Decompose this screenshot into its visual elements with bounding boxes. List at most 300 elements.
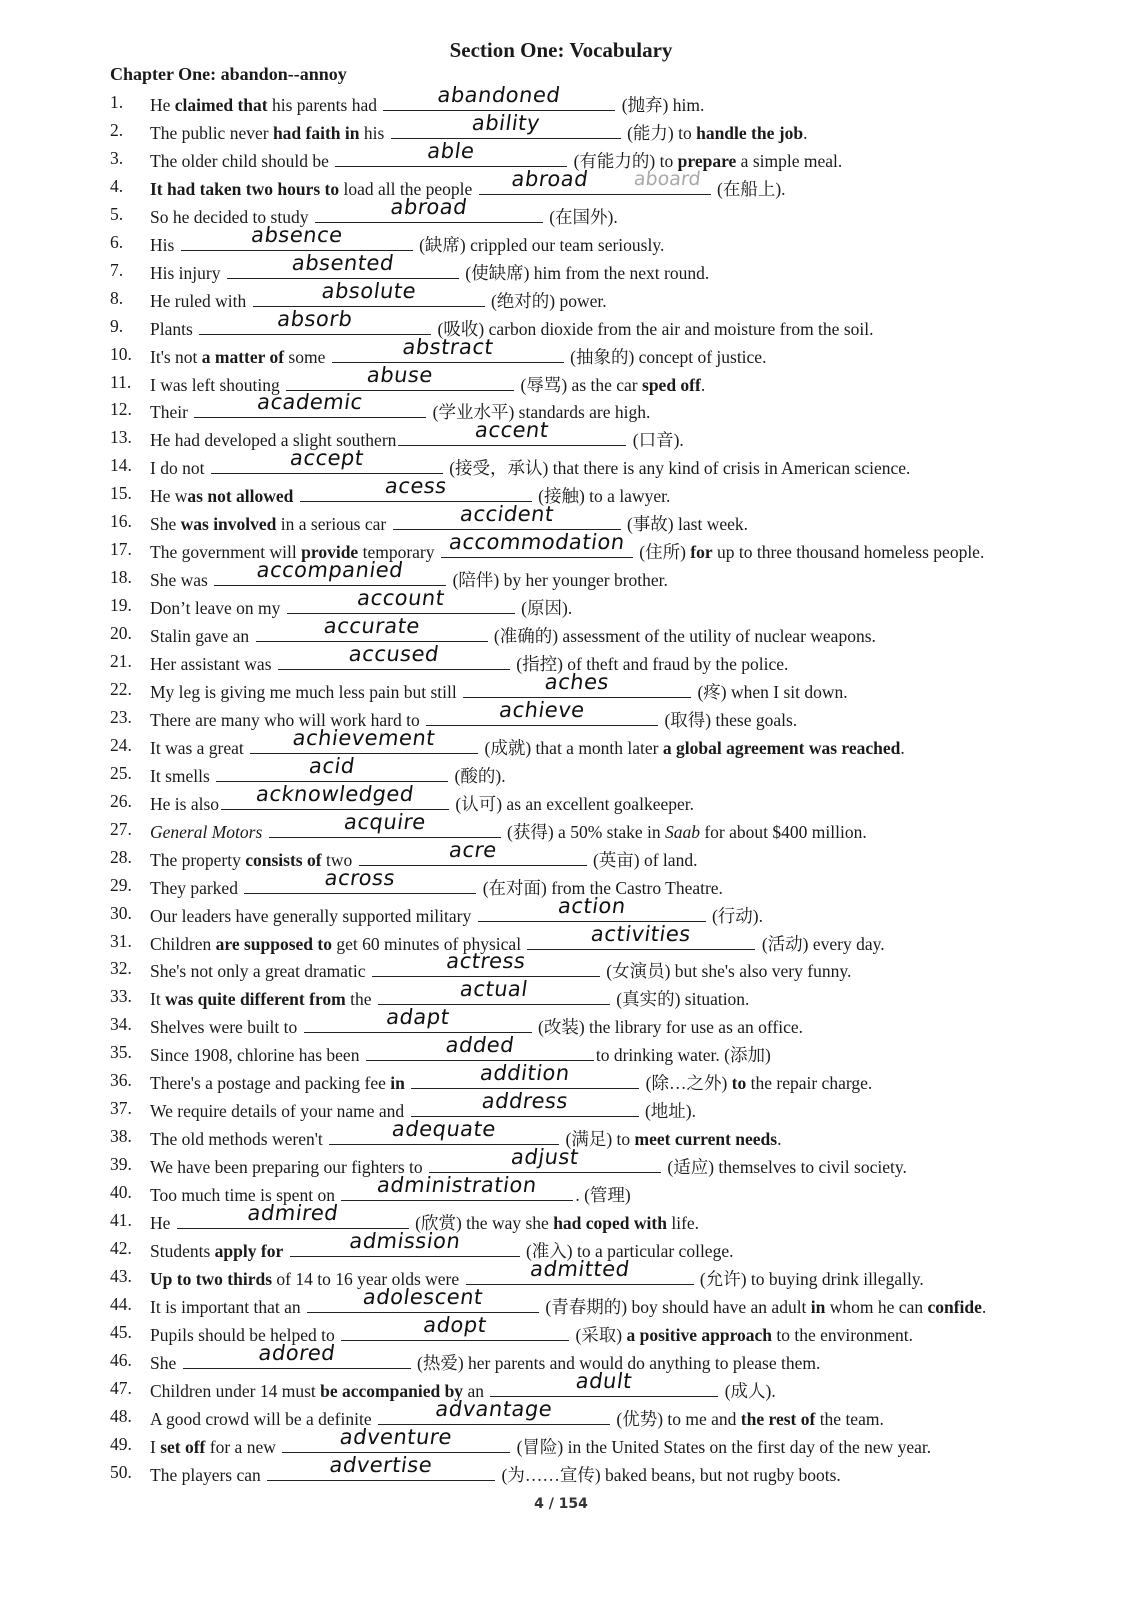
sentence-text: Their [150, 402, 193, 423]
handwritten-answer: addition [478, 1061, 572, 1086]
sentence-text: Don’t leave on my [150, 598, 285, 619]
answer-blank[interactable] [221, 781, 449, 810]
answer-blank[interactable] [398, 418, 626, 446]
answer-blank[interactable] [300, 474, 532, 502]
sentence-text: He had developed a slight southern [150, 430, 397, 451]
item-number: 38. [110, 1126, 132, 1147]
handwritten-answer: abuse [365, 362, 435, 387]
sentence-text: (有能力的) to [569, 150, 678, 171]
bold-phrase: to [731, 1073, 747, 1094]
bold-phrase: sped off [642, 374, 701, 395]
sentence-text: They parked [150, 877, 243, 898]
sentence-text: to drinking water. (添加) [595, 1045, 771, 1066]
sentence-text: Pupils should be helped to [150, 1324, 340, 1345]
sentence-text: . [777, 1129, 782, 1150]
sentence-text: (绝对的) power. [486, 290, 607, 311]
sentence-text: of 14 to 16 year olds were [272, 1268, 464, 1289]
handwritten-answer: adventure [338, 1424, 454, 1449]
sentence-text: He is also [150, 793, 220, 814]
sentence-text: (陪伴) by her younger brother. [448, 570, 668, 591]
answer-blank[interactable] [183, 1340, 411, 1369]
handwritten-answer: adolescent [361, 1284, 485, 1309]
item-number: 35. [110, 1042, 132, 1063]
bold-phrase: was quite different from [165, 989, 346, 1010]
sentence-text: his parents had [267, 95, 382, 115]
item-number: 14. [110, 455, 132, 476]
answer-blank[interactable] [366, 1033, 594, 1061]
item-number: 49. [110, 1433, 132, 1454]
item-number: 26. [110, 790, 132, 811]
item-number: 8. [110, 287, 124, 308]
sentence-text: The public never [150, 122, 273, 143]
handwritten-answer: admission [347, 1228, 462, 1253]
bold-phrase: the rest of [740, 1408, 816, 1429]
sentence-text: for about $400 million. [699, 821, 867, 842]
sentence-text: Children under 14 must [150, 1380, 321, 1401]
sentence-text: We have been preparing our fighters to [150, 1157, 428, 1178]
item-number: 29. [110, 874, 132, 895]
handwritten-answer: academic [255, 390, 365, 415]
answer-blank[interactable] [466, 1256, 694, 1285]
sentence-text: whom he can [825, 1296, 928, 1317]
sentence-text: (除…之外) [641, 1073, 732, 1094]
sentence-text: (改装) the library for use as an office. [533, 1017, 804, 1038]
sentence-text: temporary [358, 542, 439, 563]
handwritten-answer: absence [249, 222, 345, 247]
handwritten-answer: ability [470, 110, 542, 135]
answer-blank[interactable] [479, 166, 711, 195]
handwritten-answer: advertise [328, 1452, 435, 1477]
handwritten-answer: admitted [528, 1256, 631, 1281]
sentence-text: (行动). [707, 905, 763, 926]
sentence-text: (酸的). [450, 765, 506, 786]
sentence-text: Too much time is spent on [150, 1185, 340, 1206]
handwritten-answer: accent [474, 418, 551, 443]
sentence-text: load all the people [339, 178, 477, 199]
sentence-text: (抽象的) concept of justice. [565, 346, 767, 367]
sentence-text: for a new [205, 1436, 281, 1457]
sentence-text: the repair charge. [746, 1073, 873, 1094]
answer-blank[interactable] [290, 1228, 520, 1257]
answer-blank[interactable] [378, 1396, 610, 1425]
sentence-text: (真实的) situation. [611, 989, 750, 1010]
sentence-text: (吸收) carbon dioxide from the air and moisture from the soil. [433, 318, 874, 339]
answer-blank[interactable] [244, 865, 476, 894]
item-number: 34. [110, 1014, 132, 1035]
italic-phrase: General Motors [150, 821, 263, 842]
handwritten-answer: accompanied [255, 558, 406, 583]
item-number: 11. [110, 371, 132, 392]
sentence-text: up to three thousand homeless people. [712, 542, 985, 563]
bold-phrase: meet current needs [634, 1129, 778, 1150]
sentence-text: (接触) to a lawyer. [533, 486, 671, 507]
sentence-text: She's not only a great dramatic [150, 961, 370, 982]
handwritten-answer: accused [347, 642, 441, 666]
sentence-text: get 60 minutes of physical [332, 933, 526, 954]
item-number: 24. [110, 734, 132, 755]
answer-blank[interactable] [335, 138, 567, 167]
sentence-text: (能力) to [622, 122, 697, 143]
sentence-text: (事故) last week. [622, 514, 748, 535]
sentence-text: (指控) of theft and fraud by the police. [511, 654, 789, 674]
item-number: 22. [110, 678, 132, 699]
answer-blank[interactable] [282, 1424, 510, 1453]
sentence-text: (成人). [720, 1380, 776, 1401]
answer-blank[interactable] [278, 642, 510, 670]
bold-phrase: set off [160, 1436, 206, 1457]
sentence-text: His injury [150, 262, 225, 283]
item-number: 4. [110, 175, 124, 196]
sentence-text: (准入) to a particular college. [521, 1240, 734, 1261]
handwritten-answer: adjust [509, 1145, 581, 1170]
bold-phrase: had coped with [553, 1213, 667, 1233]
sentence-text: (取得) these goals. [660, 709, 798, 730]
answer-blank[interactable] [372, 949, 600, 977]
handwritten-answer: activities [589, 921, 693, 946]
item-number: 50. [110, 1461, 132, 1482]
sentence-text: She [150, 1352, 181, 1373]
sentence-text [262, 822, 266, 842]
item-number: 5. [110, 203, 124, 224]
sentence-text: A good crowd will be a definite [150, 1408, 376, 1429]
item-number: 19. [110, 595, 132, 616]
answer-blank[interactable] [177, 1201, 409, 1229]
item-number: 3. [110, 147, 124, 168]
bold-phrase: in [390, 1073, 405, 1094]
item-number: 15. [110, 483, 132, 504]
handwritten-answer: accept [288, 446, 366, 471]
item-number: 6. [110, 231, 124, 252]
sentence-text: He ruled with [150, 290, 251, 311]
item-number: 13. [110, 427, 132, 448]
item-number: 30. [110, 902, 132, 923]
sentence-text: . [803, 122, 808, 143]
sentence-text: She [150, 514, 181, 535]
sentence-text: Since 1908, chlorine has been [150, 1045, 364, 1066]
item-number: 46. [110, 1349, 132, 1370]
sentence-text: He w [150, 486, 188, 507]
item-number: 7. [110, 259, 124, 280]
handwritten-answer: advantage [433, 1396, 555, 1421]
sentence-text [283, 1241, 287, 1261]
item-number: 2. [110, 119, 124, 140]
sentence-text: Her assistant was [150, 654, 276, 674]
page-number: 4 / 154 [534, 1496, 588, 1512]
sentence-text: The old methods weren't [150, 1129, 328, 1150]
item-sentence [150, 1340, 821, 1377]
item-number: 27. [110, 818, 132, 839]
sentence-text: Plants [150, 318, 198, 339]
answer-blank[interactable] [211, 446, 443, 474]
answer-blank[interactable] [332, 334, 564, 363]
item-sentence [150, 1396, 884, 1433]
sentence-text: She was [150, 570, 213, 591]
sentence-text: His [150, 234, 179, 255]
sentence-text: Stalin gave an [150, 626, 254, 647]
sentence-text: (在船上). [712, 178, 786, 199]
bold-phrase: in [810, 1296, 826, 1317]
sentence-text: (疼) when I sit down. [693, 681, 848, 702]
bold-phrase: a matter of [201, 346, 285, 367]
item-number: 23. [110, 706, 132, 727]
handwritten-answer: adequate [390, 1117, 498, 1142]
answer-blank[interactable] [463, 669, 691, 698]
handwritten-answer: across [323, 865, 398, 890]
item-number: 9. [110, 315, 124, 336]
bold-phrase: apply for [214, 1240, 284, 1261]
handwritten-answer: accommodation [447, 530, 627, 555]
answer-blank[interactable] [214, 558, 446, 586]
sentence-text: He [150, 95, 175, 115]
answer-blank[interactable] [393, 502, 621, 530]
sentence-text: It [150, 989, 166, 1010]
sentence-text: (获得) a 50% stake in [502, 821, 665, 842]
bold-phrase: a positive approach [626, 1324, 773, 1345]
answer-blank[interactable] [181, 222, 413, 251]
answer-blank[interactable] [307, 1284, 539, 1313]
item-number: 45. [110, 1321, 132, 1342]
item-number: 10. [110, 343, 132, 364]
sentence-text: (原因). [516, 598, 573, 619]
sentence-text: (接受，承认) that there is any kind of crisis in American science. [444, 458, 911, 479]
answer-blank[interactable] [287, 586, 515, 614]
item-number: 32. [110, 958, 132, 979]
handwritten-answer: acknowledged [254, 781, 416, 806]
bold-phrase: confide [927, 1296, 982, 1317]
handwritten-answer: acre [447, 837, 499, 862]
answer-blank[interactable] [441, 530, 633, 558]
sentence-text: his [359, 122, 389, 143]
sentence-text: (使缺席) him from the next round. [460, 262, 710, 283]
sentence-text: (在对面) from the Castro Theatre. [478, 877, 723, 898]
answer-blank[interactable] [341, 1173, 573, 1201]
sentence-text: We require details of your name and [150, 1101, 409, 1122]
bold-phrase: for [690, 542, 713, 563]
sentence-text: (缺席) crippled our team seriously. [414, 234, 665, 255]
handwritten-answer: abandoned [436, 83, 563, 107]
answer-blank[interactable] [250, 725, 478, 754]
handwritten-answer: achievement [291, 725, 437, 750]
sentence-text: (适应) themselves to civil society. [663, 1157, 907, 1178]
sentence-text: an [463, 1380, 489, 1401]
sentence-text: (准确的) assessment of the utility of nuclear weapons. [489, 626, 876, 647]
sentence-text: It's not [150, 346, 202, 367]
sentence-text: (认可) as an excellent goalkeeper. [451, 793, 694, 814]
sentence-text: The players can [150, 1464, 266, 1485]
item-number: 39. [110, 1154, 132, 1175]
sentence-text: the team. [815, 1408, 884, 1429]
bold-phrase: had faith in [272, 122, 360, 143]
bold-phrase: It had taken two hours to [150, 178, 340, 199]
item-number: 48. [110, 1405, 132, 1426]
sentence-text: (冒险) in the United States on the first day of the new year. [512, 1436, 932, 1457]
sentence-text: Children [150, 933, 216, 954]
handwritten-answer: able [426, 138, 477, 163]
sentence-text: I [150, 1436, 161, 1457]
item-number: 20. [110, 623, 132, 644]
answer-blank[interactable] [490, 1368, 718, 1397]
handwritten-answer: adult [574, 1368, 635, 1393]
sentence-text: (女演员) but she's also very funny. [601, 961, 852, 982]
answer-blank[interactable] [256, 614, 488, 642]
answer-blank[interactable] [269, 809, 501, 838]
answer-blank[interactable] [199, 306, 431, 335]
answer-blank[interactable] [253, 278, 485, 307]
sentence-text: two [321, 849, 357, 870]
sentence-text: (青春期的) boy should have an adult [541, 1296, 811, 1317]
sentence-text: (英亩) of land. [588, 849, 698, 870]
item-number: 47. [110, 1377, 132, 1398]
sentence-text: (欣赏) the way she [410, 1213, 554, 1233]
item-sentence [150, 614, 876, 650]
item-number: 16. [110, 511, 132, 532]
bold-phrase: a global agreement was reached [662, 737, 901, 758]
answer-blank[interactable] [391, 110, 621, 139]
handwritten-answer: adapt [384, 1005, 451, 1030]
answer-blank[interactable] [315, 194, 543, 223]
sentence-text: . [700, 374, 706, 395]
sentence-text: (成就) that a month later [480, 737, 663, 758]
sentence-text: The older child should be [150, 150, 334, 171]
answer-blank[interactable] [216, 753, 448, 782]
sentence-text: It is important that an [150, 1296, 306, 1317]
handwritten-answer: actual [458, 977, 530, 1002]
sentence-text: (住所) [634, 542, 691, 563]
bold-phrase: as not allowed [187, 486, 294, 507]
handwritten-answer: acid [307, 753, 357, 778]
handwritten-answer: admired [245, 1201, 340, 1225]
handwritten-answer: action [556, 893, 628, 918]
handwritten-answer: actress [444, 949, 528, 974]
sentence-text: Students [150, 1240, 215, 1261]
item-number: 12. [110, 399, 132, 420]
sentence-text: to the environment. [772, 1324, 913, 1345]
item-number: 42. [110, 1237, 132, 1258]
handwritten-answer: acquire [342, 809, 428, 834]
sentence-text: (学业水平) standards are high. [428, 402, 651, 423]
item-number: 17. [110, 539, 132, 560]
answer-blank[interactable] [411, 1061, 639, 1089]
sentence-text: (热爱) her parents and would do anything to please them. [412, 1352, 821, 1373]
handwritten-answer: adopt [421, 1312, 489, 1337]
handwritten-answer: adored [256, 1340, 337, 1365]
sentence-text: Shelves were built to [150, 1017, 302, 1038]
item-number: 18. [110, 567, 132, 588]
item-sentence [150, 1452, 841, 1489]
item-number: 41. [110, 1210, 132, 1230]
sentence-text: (抛弃) him. [617, 95, 705, 115]
item-number: 44. [110, 1293, 132, 1314]
handwritten-answer: account [355, 586, 447, 611]
bold-phrase: claimed that [174, 95, 268, 115]
chapter-heading: Chapter One: abandon--annoy [110, 64, 347, 84]
sentence-text: . (管理) [575, 1185, 631, 1206]
bold-phrase: be accompanied by [320, 1380, 464, 1401]
handwritten-answer: aches [543, 669, 611, 694]
bold-phrase: provide [301, 542, 359, 563]
section-title: Section One: Vocabulary [449, 38, 673, 62]
handwritten-answer: achieve [497, 697, 587, 722]
item-number: 31. [110, 930, 132, 951]
handwritten-answer: absented [290, 250, 396, 275]
answer-blank[interactable] [329, 1117, 559, 1145]
sentence-text: It smells [150, 765, 215, 786]
sentence-text: some [284, 346, 330, 367]
sentence-text: (优势) to me and [612, 1408, 741, 1429]
answer-blank[interactable] [426, 697, 658, 726]
sentence-text: It was a great [150, 737, 249, 758]
answer-blank[interactable] [227, 250, 459, 279]
sentence-text: (为……宣传) baked beans, but not rugby boots. [497, 1464, 841, 1485]
sentence-text: I was left shouting [150, 374, 285, 395]
handwritten-answer: added [444, 1033, 516, 1058]
sentence-text: There's a postage and packing fee [150, 1073, 391, 1094]
sentence-text: (在国外). [544, 206, 618, 227]
handwritten-answer: address [479, 1089, 570, 1114]
sentence-text: (满足) to [561, 1129, 635, 1150]
item-number: 21. [110, 651, 132, 671]
bold-phrase: handle the job [696, 122, 804, 143]
handwritten-answer: abroad [388, 194, 469, 219]
sentence-text: . [900, 737, 905, 758]
sentence-text: (地址). [640, 1101, 696, 1122]
bold-phrase: are supposed to [215, 933, 332, 954]
sentence-text: the [345, 989, 376, 1010]
sentence-text: I do not [150, 458, 209, 479]
sentence-text: a simple meal. [736, 150, 843, 171]
sentence-text: (允许) to buying drink illegally. [695, 1268, 924, 1289]
answer-blank[interactable] [411, 1089, 639, 1117]
answer-blank[interactable] [194, 390, 426, 418]
bold-phrase: was involved [180, 514, 277, 535]
sentence-text: He [150, 1213, 175, 1233]
handwritten-answer: abstract [400, 334, 495, 359]
handwritten-answer: administration [375, 1173, 539, 1198]
item-number: 43. [110, 1265, 132, 1286]
bold-phrase: consists of [245, 849, 322, 870]
answer-blank[interactable] [359, 837, 587, 866]
handwritten-answer: acess [383, 474, 449, 499]
italic-phrase: Saab [664, 821, 700, 842]
sentence-text: So he decided to study [150, 206, 313, 227]
item-number: 28. [110, 846, 132, 867]
sentence-text: My leg is giving me much less pain but still [150, 681, 462, 702]
answer-blank[interactable] [341, 1312, 569, 1341]
sentence-text: . [981, 1296, 987, 1317]
sentence-text: The government will [150, 542, 302, 563]
item-number: 37. [110, 1098, 132, 1119]
item-number: 40. [110, 1182, 132, 1203]
handwritten-answer: absorb [276, 306, 355, 331]
faint-handwritten-answer: aboard [632, 167, 702, 190]
item-number: 33. [110, 986, 132, 1007]
item-number: 25. [110, 762, 132, 783]
handwritten-answer: accident [458, 502, 556, 527]
answer-blank[interactable] [267, 1452, 495, 1481]
sentence-text: The property [150, 849, 246, 870]
answer-blank[interactable] [378, 977, 610, 1005]
answer-blank[interactable] [383, 83, 615, 111]
sentence-text: (辱骂) as the car [516, 374, 643, 395]
item-number: 1. [110, 92, 124, 112]
handwritten-answer: absolute [319, 278, 418, 303]
answer-blank[interactable] [304, 1005, 532, 1033]
answer-blank[interactable] [429, 1145, 661, 1173]
item-number: 36. [110, 1070, 132, 1091]
handwritten-answer: accurate [321, 614, 422, 639]
sentence-text: There are many who will work hard to [150, 709, 425, 730]
answer-blank[interactable] [478, 893, 706, 922]
